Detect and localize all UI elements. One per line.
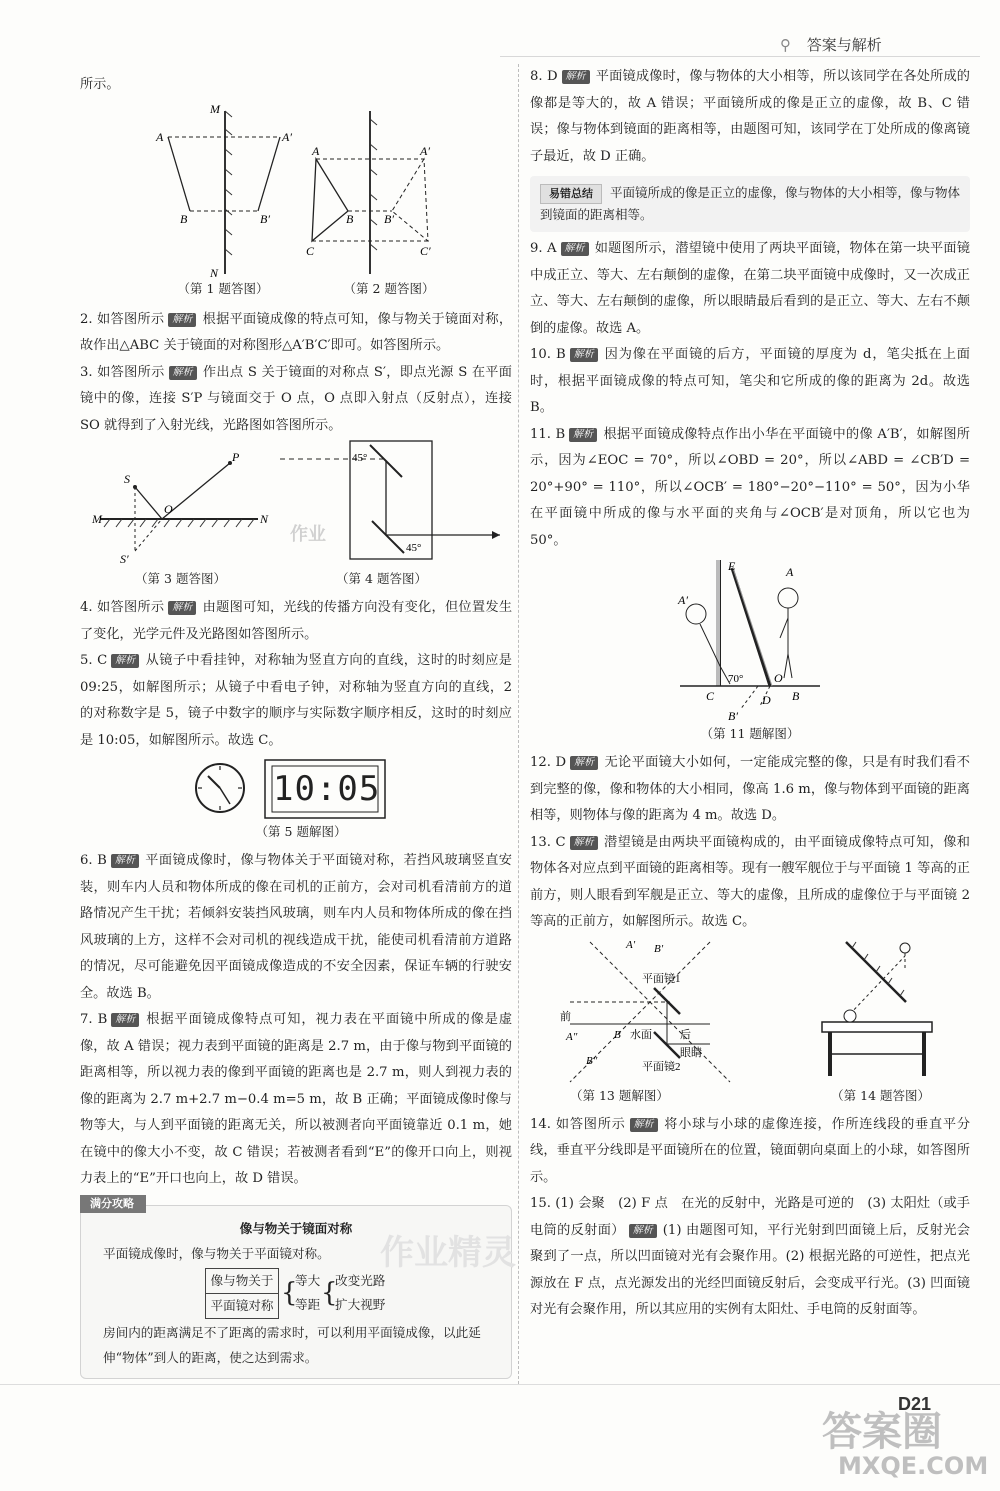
q10-head: 10. B [530,347,566,362]
fig3-label-S: S [124,472,130,486]
q7-answer [80,1007,512,1193]
q3-answer [80,360,512,440]
right-column [530,64,970,1324]
figure-13-14-drawing [530,936,970,1086]
watermark-brand: 答案圈 [822,1409,942,1455]
figure-1-2-captions [80,279,512,299]
column-divider [518,64,519,1384]
fig2-label-B1: B′ [384,211,394,226]
fig4-caption: （第 4 题答图） [336,571,427,586]
watermark-url: MXQE.COM [838,1452,989,1480]
analysis-tag: 解析 [569,428,597,442]
figure-3-4-drawing [80,439,512,569]
fig3-label-P: P [232,450,240,464]
full-score-box-line2: 平面镜对称 [210,1297,274,1313]
fig1-label-A1: A′ [282,129,292,144]
full-score-brace: { [281,1277,298,1308]
intro-text: 所示。 [80,77,120,92]
q4-head: 4. 如答图所示 [80,600,165,615]
full-score-box-line1: 像与物关于 [206,1269,278,1294]
analysis-tag: 解析 [561,242,589,256]
fig13-label-B1: B′ [654,942,664,955]
fig13-back: 后 [680,1028,691,1041]
analysis-tag: 解析 [562,70,590,84]
fig13-caption: （第 13 题解图） [570,1087,669,1103]
analysis-tag: 解析 [111,1013,139,1027]
q11-body: 根据平面镜成像特点作出小华在平面镜中的像 A′B′，如解图所示，因为∠EOC = 70°，所以∠OBD = 20°，所以∠ABD = ∠CB′D = 20°+90° = 110°，所以∠OCB′ = 180°−20°−110° = 50°，因为小华在平面镜中所成的像与水平面的夹角与∠OCB′是对顶角，所以它也为 50°。 [530,426,970,548]
figure-1-2-drawing [80,99,512,279]
fig3-label-S1: S′ [120,552,129,566]
analysis-tag: 解析 [570,836,598,850]
fig3-caption: （第 3 题答图） [135,571,226,586]
fig13-mirror1: 平面镜1 [642,972,681,985]
q11-head: 11. B [530,426,566,442]
q14-body: 将小球与小球的虚像连接，作所连线段的垂直平分线，垂直平分线即是平面镜所在的位置，镜面朝向桌面上的小球，如答图所示。 [530,1116,971,1185]
q15-answer [530,1191,970,1324]
analysis-tag: 解析 [168,313,196,327]
full-score-title: 像与物关于镜面对称 [239,1220,353,1236]
common-mistake-box [530,176,970,232]
q12-answer [530,750,970,830]
q7-body: 根据平面镜成像特点可知，视力表在平面镜中所成的像是虚像，故 A 错误；视力表到平面镜的距离是 2.7 m，由于像与物到平面镜的距离相等，所以视力表的像到平面镜的距离也是 2.7 m，则人到视力表的像的距离为 2.7 m+2.7 m−0.4 m=5 m，故 B 正确；平面镜成像时像与物等大，与人到平面镜的距离无关，所以被测者向平面镜靠近 0.1 m，她在镜中的像大小不变，故 C 错误；若被测者看到“E”的像开口向上，则视力表上的“E”开口也向上，故 D 错误。 [80,1012,513,1186]
q13-answer [530,830,970,936]
q12-head: 12. D [530,755,567,770]
analysis-tag: 解析 [168,601,196,615]
figure-5 [80,754,512,822]
figure-11 [530,554,970,724]
fig11-angle: 70° [728,673,744,685]
fig3-label-M: M [92,512,102,526]
q14-head: 14. 如答图所示 [530,1116,626,1132]
q6-answer [80,848,512,1007]
common-mistake-label: 易错总结 [540,184,602,204]
full-score-box [205,1268,279,1319]
fig11-label-A1: A′ [678,593,688,607]
fig1-caption: （第 1 题答图） [177,280,269,296]
q3-body: 作出点 S 关于镜面的对称点 S′，即点光源 S 在平面镜中的像，连接 S′P 与镜面交于 O 点，O 点即入射点（反射点），连接 SO 就得到了入射光线，光路图如答图所示。 [80,364,512,433]
full-score-r2: 扩大视野 [335,1296,386,1312]
q15-head: 15. (1) 会聚 (2) F 点 在光的反射中，光路是可逆的 (3) 太阳灶（或手电筒的反射面） [530,1196,970,1238]
q5-answer [80,648,512,754]
fig14-caption: （第 14 题答图） [831,1087,930,1103]
analysis-tag: 解析 [111,654,139,668]
figure-3-4 [80,439,512,569]
q4-answer [80,595,512,648]
q2-head: 2. 如答图所示 [80,311,165,327]
fig11-label-C: C [706,689,715,703]
fig1-label-B1: B′ [260,211,270,226]
full-score-line1: 平面镜成像时，像与物关于平面镜对称。 [103,1245,330,1261]
header-rule [500,56,980,57]
q9-body: 如题图所示，潜望镜中使用了两块平面镜，物体在第一块平面镜中成正立、等大、左右颠倒的虚像，在第二块平面镜中成像时，又一次成正立、等大、左右颠倒的虚像，所以眼睛最后看到的是正立、等大、左右不颠倒的虚像。故选 A。 [530,241,970,336]
fig13-eye: 眼睛 [680,1046,702,1059]
analysis-tag: 解析 [169,366,197,380]
fig11-label-B: B [792,689,800,703]
fig2-label-A: A [312,143,320,158]
fig13-mirror2: 平面镜2 [642,1060,681,1073]
q10-answer [530,342,970,422]
figure-11-drawing [530,554,970,724]
header-title: 答案与解析 [806,36,882,54]
fig11-label-O: O [774,671,783,685]
page-number: D21 [898,1394,932,1414]
full-score-line2: 房间内的距离满足不了距离的需求时，可以利用平面镜成像，以此延伸“物体”到人的距离，使之达到需求。 [103,1324,481,1365]
fig2-label-B: B [346,211,354,226]
fig1-label-M: M [210,101,220,116]
fig11-label-A: A [786,565,794,579]
fig13-label-A2: A″ [566,1030,578,1043]
q6-body: 平面镜成像时，像与物体关于平面镜对称，若挡风玻璃竖直安装，则车内人员和物体所成的像在司机的正前方，会对司机看清前方的道路情况产生干扰；若倾斜安装挡风玻璃，则车内人员和物体所成的像在挡风玻璃的上方，这样不会对司机的视线造成干扰，能使司机看清前方道路的情况，尽可能避免因平面镜成像造成的不安全因素，保证车辆的行驶安全。故选 B。 [80,853,512,1001]
fig1-label-B: B [180,211,188,226]
analysis-tag: 解析 [570,348,598,362]
analysis-tag: 解析 [111,854,139,868]
analysis-tag: 解析 [570,756,598,770]
fig4-angle-2: 45° [406,542,422,554]
q8-body: 平面镜成像时，像与物体的大小相等，所以该同学在各处所成的像都是等大的，故 A 错误；平面镜所成的像是正立的虚像，故 B、C 错误；像与物体到镜面的距离相等，由题图可知，该同学在丁处所成的像离镜子最近，故 D 正确。 [530,69,970,164]
fig13-label-A1: A′ [626,938,636,951]
q5-body: 从镜子中看挂钟，对称轴为竖直方向的直线，这时的时刻应是 09:25，如解图所示；从镜子中看电子钟，对称轴为竖直方向的直线，2 的对称数字是 5，镜子中数字的顺序与实际数字顺序相反，这时的时刻应是 10:05，如解图所示。故选 C。 [80,653,512,748]
fig13-front: 前 [560,1010,571,1023]
digital-clock-display: 10:05 [273,769,381,809]
full-score-r1: 改变光路 [335,1272,386,1288]
watermark-stamp1: 作业 [290,524,326,545]
figure-1-2 [80,99,512,279]
full-score-tab: 满分攻略 [80,1195,146,1213]
q7-head: 7. B [80,1012,108,1027]
q2-body: 根据平面镜成像的特点可知，像与物关于镜面对称，故作出△ABC 关于镜面的对称图形△A′B′C′即可。如答图所示。 [80,311,513,353]
fig11-caption: （第 11 题解图） [700,726,800,741]
analysis-tag: 解析 [629,1224,657,1238]
fig11-label-D: D [762,693,771,707]
fig11-label-E: E [728,559,736,573]
q8-answer [530,64,970,170]
header-person-icon: ⚲ [780,36,791,54]
fig11-label-B1: B′ [728,709,738,723]
fig5-caption: （第 5 题解图） [255,824,347,839]
q11-answer [530,422,970,555]
full-score-t2: 等距 [295,1296,321,1312]
q2-answer [80,307,512,360]
q6-head: 6. B [80,853,107,868]
left-column [80,72,512,1379]
q3-head: 3. 如答图所示 [80,364,165,380]
q15-body: (1) 由题图可知，平行光射到凹面镜上后，反射光会聚到了一点，所以凹面镜对光有会聚作用。(2) 根据光路的可逆性，把点光源放在 F 点，点光源发出的光经凹面镜反射后，会变成平行光。(3) 凹面镜对光有会聚作用，所以其应用的实例有太阳灶、手电筒的反射面等。 [530,1222,970,1317]
fig2-caption: （第 2 题答图） [343,280,435,296]
q4-body: 由题图可知，光线的传播方向没有变化，但位置发生了变化，光学元件及光路图如答图所示。 [80,600,513,642]
fig2-label-C1: C′ [420,243,431,258]
fig1-label-A: A [156,129,164,144]
full-score-brace2: { [321,1277,338,1308]
fig13-label-B: B [614,1028,621,1041]
q13-head: 13. C [530,834,566,850]
figure-13-14-captions [530,1086,970,1106]
q14-answer [530,1112,970,1192]
fig2-label-C: C [306,243,315,258]
q10-body: 因为像在平面镜的后方，平面镜的厚度为 d，笔尖抵在上面时，根据平面镜成像的特点可知，笔尖和它所成的像的距离为 2d。故选 B。 [530,347,970,415]
watermark-stamp2: 作业精灵 [380,1233,516,1273]
analysis-tag: 解析 [630,1118,658,1132]
q9-answer [530,236,970,342]
fig3-label-N: N [260,512,269,526]
common-mistake-text: 平面镜所成的像是正立的虚像，像与物体的大小相等，像与物体到镜面的距离相等。 [540,185,961,222]
fig3-label-O: O [164,502,173,516]
footer-rule [0,1384,1000,1386]
q13-body: 潜望镜是由两块平面镜构成的，由平面镜成像特点可知，像和物体各对应点到平面镜的距离相等。现有一艘军舰位于与平面镜 1 等高的正前方，则人眼看到军舰是正立、等大的虚像，且所成的虚像位于与平面镜 2 等高的正前方，如解图所示。故选 C。 [530,834,970,929]
fig13-water: 水面 [630,1028,652,1041]
q8-head: 8. D [530,69,558,84]
header-title-wrap [780,34,882,55]
fig1-label-N: N [210,265,219,279]
fig2-label-A1: A′ [420,143,430,158]
q12-body: 无论平面镜大小如何，一定能成完整的像，只是有时我们看不到完整的像，像和物体的大小相同，像高 1.6 m，像与物体到平面镜的距离相等，则物体与像的距离为 4 m。故选 D。 [530,755,970,823]
q5-head: 5. C [80,653,108,668]
fig13-label-B2: B″ [586,1054,598,1067]
fig4-angle-1: 45° [352,452,368,464]
figure-3-4-captions [80,569,512,589]
q9-head: 9. A [530,241,557,256]
figure-13-14 [530,936,970,1086]
full-score-t1: 等大 [295,1272,321,1288]
